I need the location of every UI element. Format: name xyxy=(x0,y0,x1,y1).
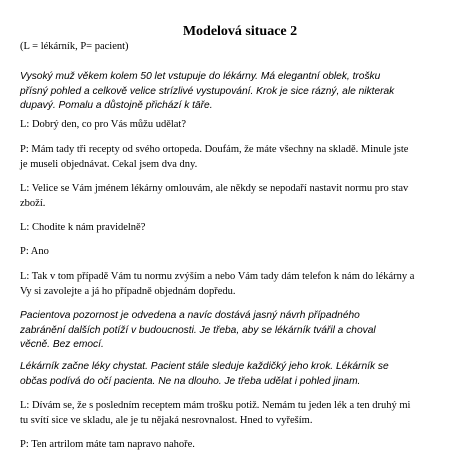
text-line: je museli objednávat. Cekal jsem dva dny. xyxy=(20,158,198,170)
text-line: přísný pohled a celkově velice strízlivé vystupování. Krok je sice rázný, ale nikterak xyxy=(20,85,395,97)
text-line: Lékárník začne léky chystat. Pacient stále sleduje každičký jeho krok. Lékárník se xyxy=(20,361,389,372)
role-legend: (L = lékárník, P= pacient) xyxy=(20,41,129,52)
text-line: P: Mám tady tři recepty od svého ortopeda. Doufám, že máte všechny na skladě. Minule jste xyxy=(20,144,409,155)
dialogue-paragraph xyxy=(20,245,49,260)
text-line: L: Tak v tom případě Vám tu normu zvýším a nebo Vám tady dám telefon k nám do lékárny a xyxy=(20,271,415,282)
text-line: L: Velice se Vám jménem lékárny omlouvám, ale někdy se nepodaří nastavit normu pro stav xyxy=(20,183,409,194)
text-line: věcně. Bez emocí. xyxy=(20,339,104,350)
dialogue-paragraph xyxy=(20,270,414,299)
text-line: L: Chodite k nám pravidelně? xyxy=(20,222,146,233)
text-line: L: Dobrý den, co pro Vás můžu udělat? xyxy=(20,119,187,130)
text-line: dupavý. Pomalu a důstojně přichází k tāře. xyxy=(20,100,213,111)
dialogue-paragraph xyxy=(20,438,195,453)
narration-paragraph xyxy=(20,360,389,389)
text-line: tu svítí sice ve skladu, ale je tu nějaká nesrovnalost. Hned to vyřeším. xyxy=(20,414,313,426)
text-line: P: Ano xyxy=(20,246,49,257)
dialogue-paragraph xyxy=(20,221,145,236)
dialogue-paragraph xyxy=(20,118,186,133)
document-title: Modelová situace 2 xyxy=(182,24,298,39)
text-line: občas podívá do očí pacienta. Ne na dlouho. Je třeba udělat i pohled jinam. xyxy=(20,375,361,387)
text-line: zabránění dalších potíží v budoucnosti. Je třeba, aby se lékárník tvářil a choval xyxy=(20,324,376,336)
dialogue-paragraph xyxy=(20,143,408,172)
text-line: P: Ten artrilom máte tam napravo nahoře. xyxy=(20,439,195,450)
text-line: Vy si zavolejte a já ho případně objednám dopředu. xyxy=(20,285,236,297)
text-line: Pacientova pozornost je odvedena a navíc dostává jasný návrh případného xyxy=(20,310,360,321)
dialogue-paragraph xyxy=(20,182,408,211)
text-line: zboží. xyxy=(20,197,46,209)
narration-paragraph xyxy=(20,309,376,353)
text-line: L: Dívám se, že s posledním receptem mám trošku potiž. Nemám tu jeden lék a ten druhý mi xyxy=(20,400,411,411)
text-line: Vysoký muž věkem kolem 50 let vstupuje do lékárny. Má elegantní oblek, trošku xyxy=(20,71,381,82)
dialogue-paragraph xyxy=(20,399,410,428)
narration-paragraph xyxy=(20,70,394,114)
